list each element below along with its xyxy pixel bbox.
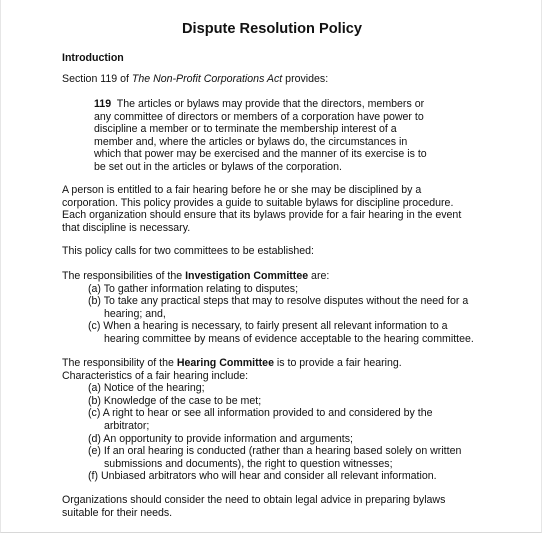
investigation-intro-prefix: The responsibilities of the [62,270,186,282]
investigation-item-continued: hearing; and, [104,307,166,320]
closing-line: suitable for their needs. [62,506,173,519]
quote-line: discipline a member or to terminate the membership interest of a [94,123,397,136]
introduction-heading: Introduction [62,52,124,64]
quote-line: any committee of directors or members of a corporation have power to [94,110,424,123]
section-prefix: Section 119 of [62,73,132,85]
fair-hearing-line: Each organization should ensure that its bylaws provide for a fair hearing in the event [62,209,462,222]
hearing-item: (b) Knowledge of the case to be met; [88,394,262,407]
two-committees-text: This policy calls for two committees to be established: [62,245,314,257]
act-name: The Non-Profit Corporations Act [131,73,283,85]
investigation-item: (b) To take any practical steps that may to resolve disputes without the need for a [88,295,469,308]
section-suffix: provides: [282,73,329,85]
document-title: Dispute Resolution Policy [181,21,362,37]
hearing-item-continued: arbitrator; [104,420,150,432]
hearing-item-continued: submissions and documents), the right to question witnesses; [104,457,393,470]
hearing-intro [62,357,402,369]
investigation-item-continued: hearing committee by means of evidence acceptable to the hearing committee. [104,333,474,345]
fair-hearing-line: that discipline is necessary. [62,221,191,234]
fair-hearing-line: corporation. This policy provides a guide to suitable bylaws for discipline procedure. [62,196,454,209]
quote-line [94,98,424,110]
section-reference [62,73,328,85]
hearing-item: (a) Notice of the hearing; [88,382,205,395]
fair-hearing-line: A person is entitled to a fair hearing before he or she may be disciplined by a [62,184,422,196]
hearing-intro-suffix: is to provide a fair hearing. [273,357,402,369]
quote-line: member and, where the articles or bylaws do, the circumstances in [94,135,408,148]
investigation-item: (a) To gather information relating to disputes; [88,282,299,295]
hearing-item: (c) A right to hear or see all information provided to and considered by the [88,407,433,420]
quote-line: which that power may be exercised and the manner of its exercise is to [94,148,427,161]
investigation-intro-suffix: are: [308,270,330,282]
investigation-intro [62,270,329,282]
investigation-committee-name: Investigation Committee [185,270,309,282]
hearing-item: (f) Unbiased arbitrators who will hear and consider all relevant information. [88,470,437,483]
quote-line: be set out in the articles or bylaws of the corporation. [94,161,342,173]
hearing-item: (d) An opportunity to provide information and arguments; [88,432,353,445]
closing-line: Organizations should consider the need to obtain legal advice in preparing bylaws [62,494,446,506]
hearing-characteristics: Characteristics of a fair hearing include: [62,369,249,382]
hearing-committee-name: Hearing Committee [176,357,274,369]
hearing-intro-prefix: The responsibility of the [62,357,177,369]
investigation-item: (c) When a hearing is necessary, to fairly present all relevant information to a [88,320,448,333]
quote-line-text: The articles or bylaws may provide that the directors, members or [111,98,425,110]
hearing-item: (e) If an oral hearing is conducted (rather than a hearing based solely on written [88,445,462,458]
quote-section-number: 119 [94,98,112,110]
